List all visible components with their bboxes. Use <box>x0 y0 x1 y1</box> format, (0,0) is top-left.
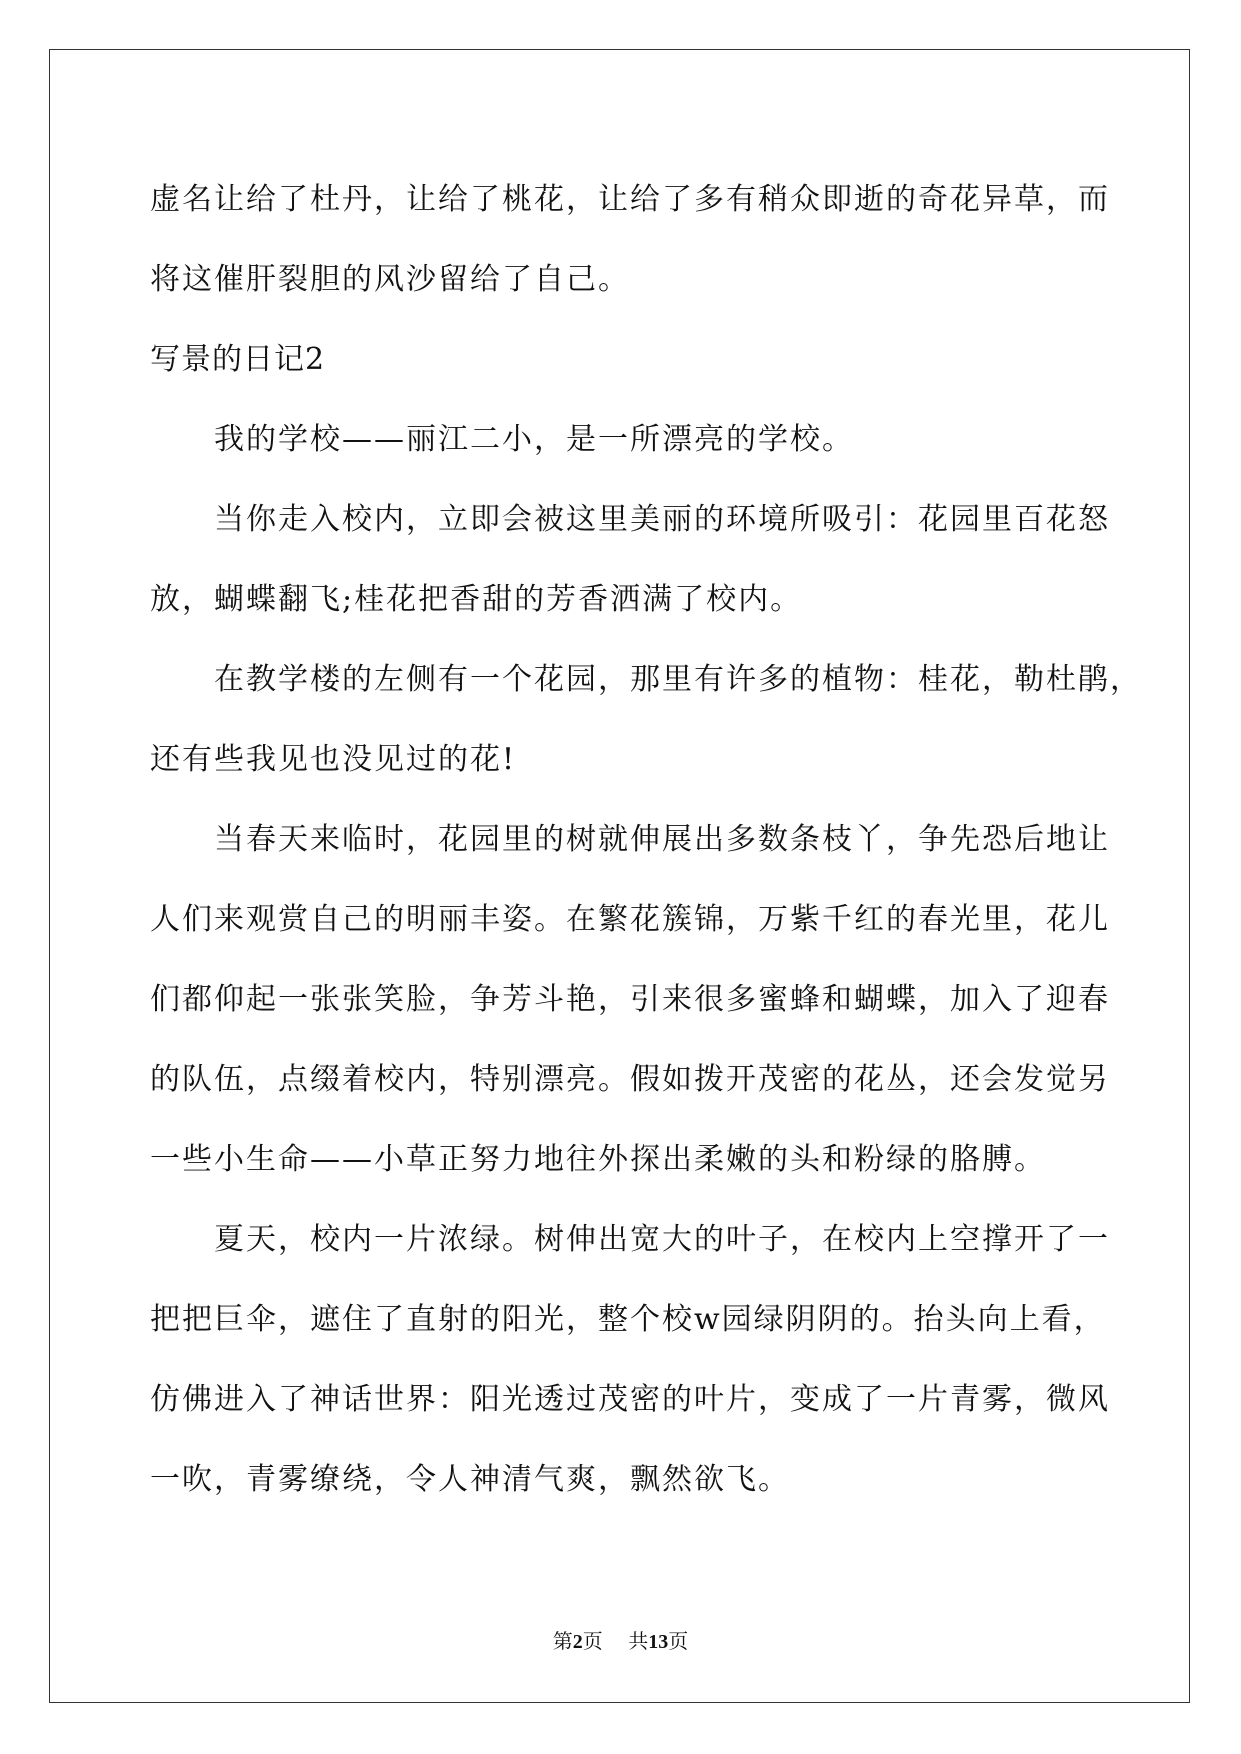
text-line: 我的学校——丽江二小，是一所漂亮的学校。 <box>214 422 854 457</box>
text-line: 把把巨伞，遮住了直射的阳光，整个校w园绿阴阴的。抬头向上看， <box>150 1302 1106 1337</box>
text-line: 仿佛进入了神话世界：阳光透过茂密的叶片，变成了一片青雾，微风 <box>150 1382 1110 1417</box>
section-heading: 写景的日记2 <box>150 342 326 377</box>
text-line: 当你走入校内，立即会被这里美丽的环境所吸引：花园里百花怒 <box>214 502 1110 537</box>
document-body <box>150 160 1142 1520</box>
text-line: 人们来观赏自己的明丽丰姿。在繁花簇锦，万紫千红的春光里，花儿 <box>150 902 1110 937</box>
footer-page-suffix: 页 <box>582 1629 603 1653</box>
text-line: 们都仰起一张张笑脸，争芳斗艳，引来很多蜜蜂和蝴蝶，加入了迎春 <box>150 982 1110 1017</box>
footer-total-prefix: 共 <box>628 1629 649 1653</box>
text-line: 还有些我见也没见过的花! <box>150 742 517 777</box>
total-pages: 13 <box>648 1631 669 1653</box>
text-line: 一些小生命——小草正努力地往外探出柔嫩的头和粉绿的胳膊。 <box>150 1142 1046 1177</box>
text-line: 夏天，校内一片浓绿。树伸出宽大的叶子，在校内上空撑开了一 <box>214 1222 1110 1257</box>
text-line: 在教学楼的左侧有一个花园，那里有许多的植物：桂花，勒杜鹃， <box>214 662 1142 697</box>
text-line: 虚名让给了杜丹，让给了桃花，让给了多有稍众即逝的奇花异草，而 <box>150 182 1110 217</box>
footer-total-suffix: 页 <box>668 1629 689 1653</box>
page-footer <box>0 1625 1241 1654</box>
text-line: 放，蝴蝶翻飞;桂花把香甜的芳香洒满了校内。 <box>150 582 803 617</box>
text-line: 的队伍，点缀着校内，特别漂亮。假如拨开茂密的花丛，还会发觉另 <box>150 1062 1110 1097</box>
page-number: 2 <box>572 1631 583 1653</box>
text-line: 将这催肝裂胆的风沙留给了自己。 <box>150 262 630 297</box>
text-line: 一吹，青雾缭绕，令人神清气爽，飘然欲飞。 <box>150 1462 790 1497</box>
footer-prefix: 第 <box>552 1629 573 1653</box>
text-line: 当春天来临时，花园里的树就伸展出多数条枝丫，争先恐后地让 <box>214 822 1110 857</box>
